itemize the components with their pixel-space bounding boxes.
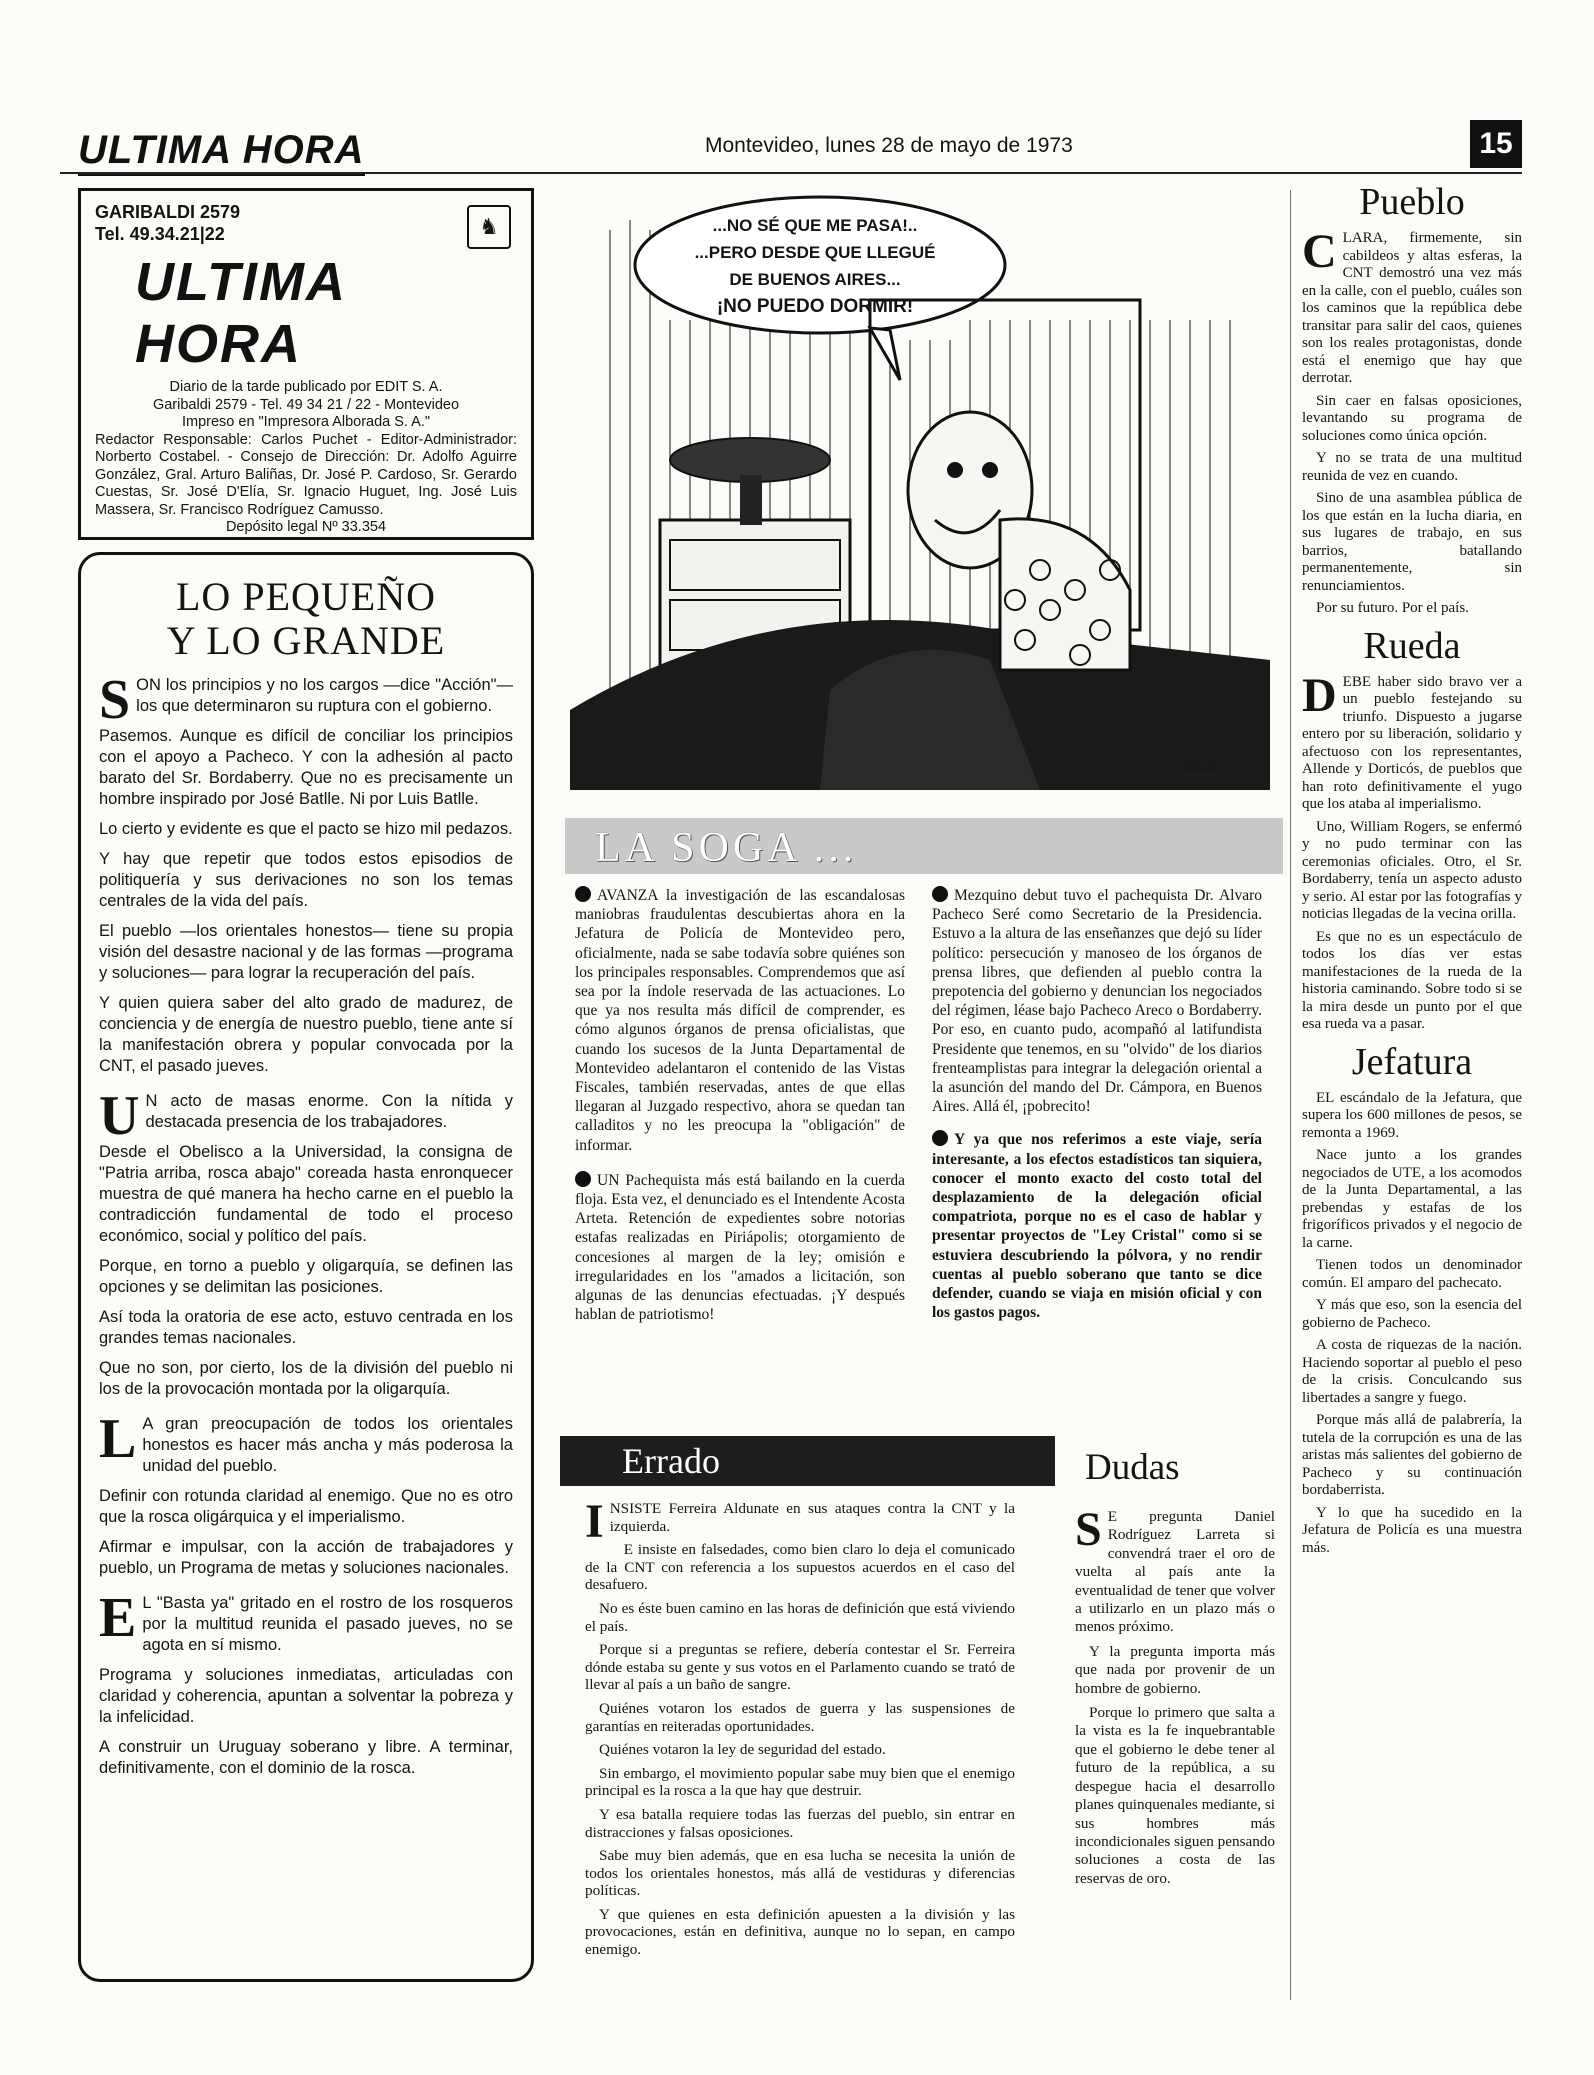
editorial-text: El pueblo —los orientales honestos— tiene su propia visión del desastre nacional y de las formas —programa y soluciones— para lograr la recuperación del país. [99, 922, 513, 982]
rueda-paragraph: Uno, William Rogers, se enfermó y no pudo terminar con las ceremonias oficiales. Otro, el Sr. Bordaberry, tenía un aspecto adusto y serio. Al estar por las fotografías y noticias llegadas de la vecina orilla. [1302, 818, 1522, 922]
soga-text: AVANZA la investigación de las escandalosas maniobras fraudulentas descubiertas ahora en la Jefatura de Policía de Montevideo pero, oficialmente, nada se sabe todavía sobre quiénes son los principales responsables. Comprendemos que así sea por la índole reservada de las actuaciones. Lo que ya nos resulta más difícil de comprender, es cómo algunos órganos de prensa oficialistas, que cuando los sucesos de la Junta Departamental de Montevideo adelantaron el contenido de las Vistas Fiscales, también reservadas, antes de que ellas llegaran al Juzgado respectivo, ahora se quedan tan calladitos y no les preocupa la "obligación" de informar. [575, 887, 905, 1154]
soga-text: UN Pachequista más está bailando en la cuerda floja. Esta vez, el denunciado es el Intendente Acosta Arteta. Retención de expedientes sobre notorias estafas realizadas en Piriápolis; otorgamiento de concesiones al margen de la ley; omisión e irregularidades en los "amados a licitación, son algunas de las denuncias efectuadas. ¡Y después hablan de patriotismo! [575, 1171, 905, 1324]
errado-paragraph: Porque si a preguntas se refiere, debería contestar el Sr. Ferreira dónde estaba su gente y sus votos en el Parlamento cuando se trató de llevar al país a un baño de sangre. [585, 1641, 1015, 1694]
pueblo-paragraph: Sino de una asamblea pública de los que están en la lucha diaria, en sus lugares de trabajo, en sus barrios, batallando permanentemente, sin renunciamientos. [1302, 490, 1522, 594]
speech-line: DE BUENOS AIRES... [729, 270, 901, 289]
pueblo-title: Pueblo [1359, 181, 1465, 223]
jefatura-paragraph: Tienen todos un denominador común. El amparo del pachecato. [1302, 1257, 1522, 1291]
errado-paragraph: Quiénes votaron los estados de guerra y las suspensiones de garantías en reiteradas oportunidades. [585, 1699, 1015, 1735]
cartoon [570, 190, 1270, 790]
dudas-title: Dudas [1085, 1447, 1180, 1488]
speech-line: ...PERO DESDE QUE LLEGUÉ [694, 243, 936, 262]
editorial-text: Programa y soluciones inmediatas, articuladas con claridad y coherencia, apuntan a solventar la pobreza y la infelicidad. [99, 1666, 513, 1726]
masthead-rule [60, 172, 1522, 174]
editorial-body [99, 669, 513, 1779]
bullet-icon [932, 886, 948, 902]
editorial-text: L "Basta ya" gritado en el rostro de los rosqueros por la multitud reunida el pasado jueves, no se agota en sí mismo. [142, 1594, 513, 1654]
editorial-paragraph [99, 1665, 513, 1728]
drop-cap: S [1075, 1503, 1102, 1556]
errado-paragraph: E insiste en falsedades, como bien claro lo deja el comunicado de la CNT con referencia a los supuestos acuerdos en el caso del desafuero. [585, 1541, 1015, 1594]
drop-cap: L [99, 1408, 137, 1470]
errado-paragraph-text: NSISTE Ferreira Aldunate en sus ataques contra la CNT y la izquierda. [609, 1500, 1015, 1535]
dudas-paragraph: Y la pregunta importa más que nada por provenir de un hombre de gobierno. [1075, 1642, 1275, 1697]
pueblo-paragraph [1302, 225, 1522, 388]
credit-line: Diario de la tarde publicado por EDIT S. A. [169, 379, 443, 395]
errado-paragraph: Y esa batalla requiere todas las fuerzas del pueblo, sin entrar en distracciones y falsas oposiciones. [585, 1805, 1015, 1841]
masthead-logo: ULTIMA HORA [78, 128, 365, 176]
editorial-paragraph [99, 849, 513, 912]
cartoonist-signature: SIGOLÍ [1180, 760, 1221, 774]
editorial-paragraph [99, 819, 513, 840]
info-box-logo: ULTIMA HORA [135, 252, 345, 374]
la-soga-column-1 [575, 886, 905, 1330]
editorial-paragraph [99, 1737, 513, 1779]
editorial-box [78, 552, 534, 1982]
editorial-paragraph [99, 1486, 513, 1528]
dudas-paragraph-text: E pregunta Daniel Rodríguez Larreta si convendrá traer el oro de vuelta al país ante la eventualidad de tener que volver a utilizarlo en un plazo más o menos próximo. [1075, 1508, 1275, 1636]
publisher-info-box [78, 188, 534, 540]
rueda-paragraph-text: EBE haber sido bravo ver a un pueblo festejando su triunfo. Dispuesto a jugarse entero por su liberación, solidario y afectuoso con los representantes, Allende y Dorticós, de pueblos que han roto definitivamente el yugo que los ataba al imperialismo. [1302, 673, 1522, 812]
jefatura-paragraph: Nace junto a los grandes negociados de UTE, a los acomodos de la Junta Departamental, a las prebendas y estafas de los frigoríficos privados y el negocio de la carne. [1302, 1147, 1522, 1251]
errado-paragraph: Quiénes votaron la ley de seguridad del estado. [599, 1741, 886, 1759]
jefatura-paragraph: Y más que eso, son la esencia del gobierno de Pacheco. [1302, 1297, 1522, 1331]
rueda-paragraph: Es que no es un espectáculo de todos los días ver estas manifestaciones de la rueda de la historia caminando. Sobre todo si se la mira desde un punto por el que esa rueda va a pasar. [1302, 928, 1522, 1032]
rueda-paragraph [1302, 668, 1522, 814]
la-soga-banner [565, 818, 1283, 874]
drop-cap: E [99, 1587, 137, 1649]
errado-body [585, 1495, 1015, 1965]
dudas-body [1075, 1503, 1275, 1894]
credit-line: Redactor Responsable: Carlos Puchet - Editor-Administrador: Norberto Costabel. - Consejo de Dirección: Dr. Adolfo Aguirre González, Gral. Arturo Baliñas, Dr. José P. Cardoso, Sr. Gerardo Cuestas, Sr. José D'Elía, Sr. Ignacio Huguet, Ing. José Luis Massera, Sr. Francisco Rodríguez Camusso. [95, 431, 517, 518]
bullet-icon [575, 1171, 591, 1187]
soga-text: Mezquino debut tuvo el pachequista Dr. Alvaro Pacheco Seré como Secretario de la Presidencia. Estuvo a la altura de las enseñanzes que dejó su líder político: persecución y manoseo de los órganos de prensa libres, que defienden al pueblo contra la prepotencia del gobierno y denuncian los negociados del régimen, léase bajo Pacheco Areco o Bordaberry. Por eso, en cuanto pudo, acompañó al latifundista Presidente que tenemos, en su "olvido" de los diarios frenteamplistas para integrar la delegación oriental a la asunción del mando del Dr. Cámpora, en Buenos Aires. Allá él, ¡pobrecito! [932, 887, 1262, 1116]
editorial-text: Definir con rotunda claridad al enemigo. Que no es otro que la rosca oligárquica y el imperialismo. [99, 1487, 513, 1526]
drop-cap: D [1302, 668, 1337, 722]
editorial-title-line: Y LO GRANDE [166, 618, 446, 663]
jefatura-paragraph: Y lo que ha sucedido en la Jefatura de Policía es una muestra más. [1302, 1504, 1522, 1556]
phone: Tel. 49.34.21|22 [95, 224, 225, 244]
editorial-paragraph [99, 1256, 513, 1298]
soga-item [575, 886, 905, 1155]
address: GARIBALDI 2579 [95, 202, 241, 222]
editorial-paragraph [99, 921, 513, 984]
bullet-icon [575, 886, 591, 902]
editorial-text: Porque, en torno a pueblo y oligarquía, se definen las opciones y se delimitan las posiciones. [99, 1257, 513, 1296]
errado-paragraph: Sin embargo, el movimiento popular sabe muy bien que el enemigo principal es la rosca a la que hay que destruir. [585, 1764, 1015, 1800]
editorial-paragraph [99, 993, 513, 1077]
errado-title: Errado [622, 1441, 720, 1481]
right-column [1302, 180, 1522, 1562]
credit-line: Impreso en "Impresora Alborada S. A." [181, 414, 431, 430]
dateline: Montevideo, lunes 28 de mayo de 1973 [705, 134, 1073, 157]
jefatura-body [1302, 1090, 1522, 1558]
pueblo-paragraph: Y no se trata de una multitud reunida de vez en cuando. [1302, 450, 1522, 484]
editorial-text: N acto de masas enorme. Con la nítida y destacada presencia de los trabajadores. [145, 1092, 513, 1131]
page-number: 15 [1470, 120, 1522, 168]
editorial-paragraph [99, 1085, 513, 1147]
soga-item [575, 1171, 905, 1325]
rueda-body [1302, 668, 1522, 1034]
dudas-paragraph: Porque lo primero que salta a la vista es la fe inquebrantable que el gobierno le debe tener al futuro de la república, a su despegue hacia el desarrollo planes quinquenales mediante, si sus hombres más incondicionales siguen pensando soluciones a costa de las reservas de oro. [1075, 1704, 1275, 1887]
editorial-paragraph [99, 1587, 513, 1656]
cartoon-speech-bubble [665, 212, 965, 320]
speech-line: ...NO SÉ QUE ME PASA!.. [712, 216, 918, 235]
pueblo-paragraph: Por su futuro. Por el país. [1316, 600, 1469, 616]
editorial-text: Pasemos. Aunque es difícil de conciliar los principios con el apoyo a Pacheco. Y con la adhesión al pacto barato del Sr. Bordaberry. Que no es precisamente un hombre inspirado por José Batlle. Ni por Luis Batlle. [99, 727, 513, 808]
credit-line: Garibaldi 2579 - Tel. 49 34 21 / 22 - Montevideo [152, 396, 460, 413]
errado-banner [560, 1436, 1055, 1486]
editorial-paragraph [99, 1408, 513, 1477]
jefatura-paragraph: Porque más allá de palabrería, la tutela de la corrupción es una de las aristas más salientes del gobierno de Pacheco y su continuación bordaberrista. [1302, 1412, 1522, 1498]
editorial-paragraph [99, 726, 513, 810]
la-soga-column-2 [932, 886, 1262, 1328]
column-divider [1290, 190, 1291, 2000]
soga-item [932, 886, 1262, 1116]
drop-cap: C [1302, 225, 1337, 278]
jefatura-paragraph: EL escándalo de la Jefatura, que supera los 600 millones de pesos, se remonta a 1969. [1302, 1089, 1522, 1141]
editorial-title-line: LO PEQUEÑO [176, 574, 436, 619]
soga-item [932, 1130, 1262, 1322]
editorial-text: Afirmar e impulsar, con la acción de trabajadores y pueblo, un Programa de metas y soluciones nacionales. [99, 1538, 513, 1577]
pueblo-paragraph-text: LARA, firmemente, sin cabildeos y altas esferas, la CNT demostró una vez más en la calle, con el pueblo, cuáles son los caminos que la república debe transitar para salir del caos, quienes son los reales protagonistas, donde está el enemigo que hay que derrotar. [1302, 230, 1522, 386]
editorial-paragraph [99, 1358, 513, 1400]
dudas-paragraph [1075, 1503, 1275, 1637]
errado-paragraph: Sabe muy bien además, que en esa lucha se necesita la unión de todos los orientales honestos, más allá de vestiduras y diferencias políticas. [585, 1847, 1015, 1900]
speech-line: ¡NO PUEDO DORMIR! [716, 296, 914, 317]
editorial-text: Lo cierto y evidente es que el pacto se hizo mil pedazos. [99, 820, 513, 838]
editorial-text: Desde el Obelisco a la Universidad, la consigna de "Patria arriba, rosca abajo" coreada hasta enronquecer muestra de qué manera ha hecho carne en el pueblo la contradicción fundamental de todo el proceso económico, social y político del país. [99, 1143, 513, 1245]
pueblo-paragraph: Sin caer en falsas oposiciones, levantando su programa de soluciones como única opción. [1302, 392, 1522, 444]
credit-line: Depósito legal Nº 33.354 [225, 519, 387, 535]
editorial-text: A construir un Uruguay soberano y libre. A terminar, definitivamente, con el dominio de la rosca. [99, 1738, 513, 1777]
jefatura-title: Jefatura [1351, 1040, 1473, 1083]
editorial-paragraph [99, 1537, 513, 1579]
editorial-text: A gran preocupación de todos los orientales honestos es hacer más ancha y más poderosa la unidad del pueblo. [142, 1415, 513, 1475]
editorial-text: Así toda la oratoria de ese acto, estuvo centrada en los grandes temas nacionales. [99, 1308, 513, 1347]
editorial-text: Y quien quiera saber del alto grado de madurez, de conciencia y de energía de nuestro pueblo, tiene ante sí la manifestación obrera y popular convocada por la CNT, el pasado jueves. [99, 994, 513, 1075]
drop-cap: U [99, 1085, 140, 1147]
jefatura-paragraph: A costa de riquezas de la nación. Haciendo soportar al pueblo el peso de la crisis. Conculcando sus libertades a sangre y fuego. [1302, 1337, 1522, 1406]
bullet-icon [932, 1130, 948, 1146]
editorial-text: Y hay que repetir que todos estos episodios de politiquería y sus derivaciones no son los temas centrales de la vida del país. [99, 850, 513, 910]
drop-cap: S [99, 669, 131, 731]
editorial-title [99, 575, 513, 663]
pueblo-body [1302, 225, 1522, 618]
errado-paragraph [585, 1495, 1015, 1548]
horseman-logo-icon: ♞ [467, 205, 511, 249]
editorial-text: Que no son, por cierto, los de la división del pueblo ni los de la provocación montada por la oligarquía. [99, 1359, 513, 1398]
editorial-text: ON los principios y no los cargos —dice "Acción"— los que determinaron su ruptura con el gobierno. [136, 676, 513, 715]
errado-paragraph: No es éste buen camino en las horas de definición que está viviendo el país. [585, 1599, 1015, 1635]
la-soga-title: LA SOGA ... [595, 825, 858, 871]
editorial-paragraph [99, 669, 513, 731]
editorial-paragraph [99, 1307, 513, 1349]
editorial-paragraph [99, 1142, 513, 1247]
errado-paragraph: Y que quienes en esta definición apuesten a la división y las provocaciones, están en definitiva, aunque no lo sepan, en campo enemigo. [585, 1905, 1015, 1959]
drop-cap: I [585, 1495, 604, 1548]
soga-text: Y ya que nos referimos a este viaje, sería interesante, a los efectos estadísticos tan siquiera, conocer el monto exacto del costo total del desplazamiento de la delegación oficial compatriota, porque no es el caso de hablar y presentar proyectos de "Ley Cristal" como si se estuviera descubriendo la pólvora, y no rendir cuentas al pueblo soberano que tanto se dice defender, cuando se viaja en misión oficial y con los gastos pagos. [932, 1131, 1262, 1322]
rueda-title: Rueda [1363, 624, 1461, 667]
